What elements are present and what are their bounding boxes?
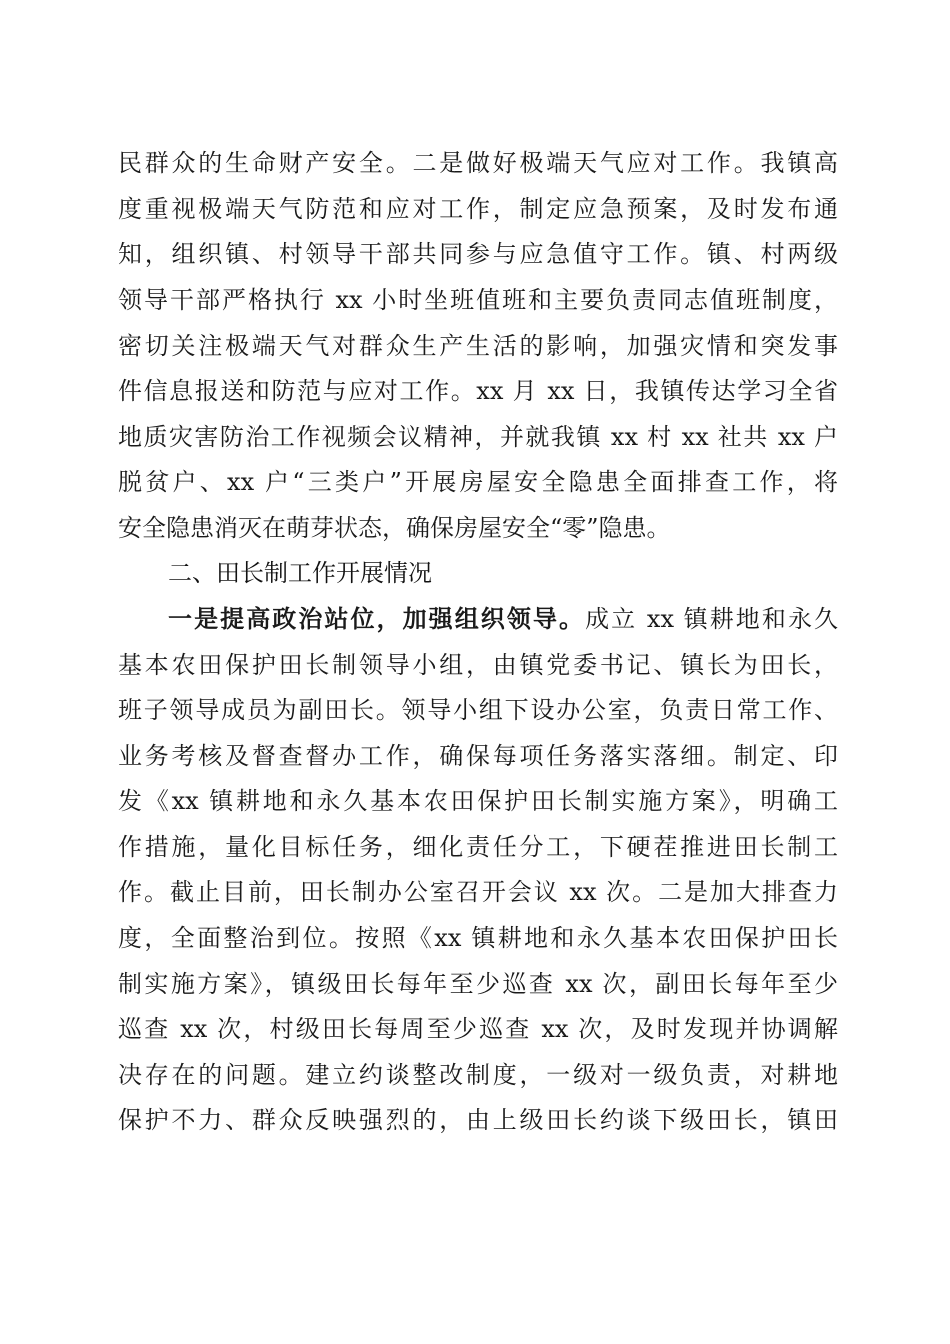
paragraph1-line-6: 件信息报送和防范与应对工作。xx 月 xx 日，我镇传达学习全省	[118, 377, 838, 405]
paragraph1-line-8: 脱贫户、xx 户“三类户”开展房屋安全隐患全面排查工作，将	[118, 468, 838, 496]
paragraph2-line-4: 业务考核及督查督办工作，确保每项任务落实落细。制定、印	[118, 742, 838, 770]
paragraph2-lead: 一是提高政治站位，加强组织领导。	[168, 605, 586, 633]
paragraph2-line-1	[168, 599, 838, 639]
paragraph1-line-5: 密切关注极端天气对群众生产生活的影响，加强灾情和突发事	[118, 332, 838, 360]
paragraph2-line-3: 班子领导成员为副田长。领导小组下设办公室，负责日常工作、	[118, 696, 838, 724]
paragraph2-first-rest: 成立 xx 镇耕地和永久	[585, 605, 839, 633]
paragraph2-line-2: 基本农田保护田长制领导小组，由镇党委书记、镇长为田长，	[118, 651, 838, 679]
paragraph2-line-8: 度，全面整治到位。按照《xx 镇耕地和永久基本农田保护田长	[118, 924, 838, 952]
paragraph2-line-6: 作措施，量化目标任务，细化责任分工，下硬茬推进田长制工	[118, 833, 838, 861]
paragraph1-line-2: 度重视极端天气防范和应对工作，制定应急预案，及时发布通	[118, 195, 838, 223]
section-heading: 二、田长制工作开展情况	[168, 559, 432, 587]
paragraph1-line-1: 民群众的生命财产安全。二是做好极端天气应对工作。我镇高	[118, 149, 838, 177]
paragraph1-line-9: 安全隐患消灭在萌芽状态，确保房屋安全“零”隐患。	[118, 514, 671, 542]
paragraph2-line-9: 制实施方案》，镇级田长每年至少巡查 xx 次，副田长每年至少	[118, 970, 838, 998]
paragraph1-line-7: 地质灾害防治工作视频会议精神，并就我镇 xx 村 xx 社共 xx 户	[118, 423, 838, 451]
paragraph1-line-4: 领导干部严格执行 xx 小时坐班值班和主要负责同志值班制度，	[118, 286, 838, 314]
paragraph2-line-5: 发《xx 镇耕地和永久基本农田保护田长制实施方案》，明确工	[118, 787, 838, 815]
paragraph2-line-12: 保护不力、群众反映强烈的，由上级田长约谈下级田长，镇田	[118, 1106, 838, 1134]
paragraph2-line-10: 巡查 xx 次，村级田长每周至少巡查 xx 次，及时发现并协调解	[118, 1015, 838, 1043]
paragraph2-line-11: 决存在的问题。建立约谈整改制度，一级对一级负责，对耕地	[118, 1061, 838, 1089]
paragraph2-line-7: 作。截止目前，田长制办公室召开会议 xx 次。二是加大排查力	[118, 878, 838, 906]
paragraph1-line-3: 知，组织镇、村领导干部共同参与应急值守工作。镇、村两级	[118, 240, 838, 268]
